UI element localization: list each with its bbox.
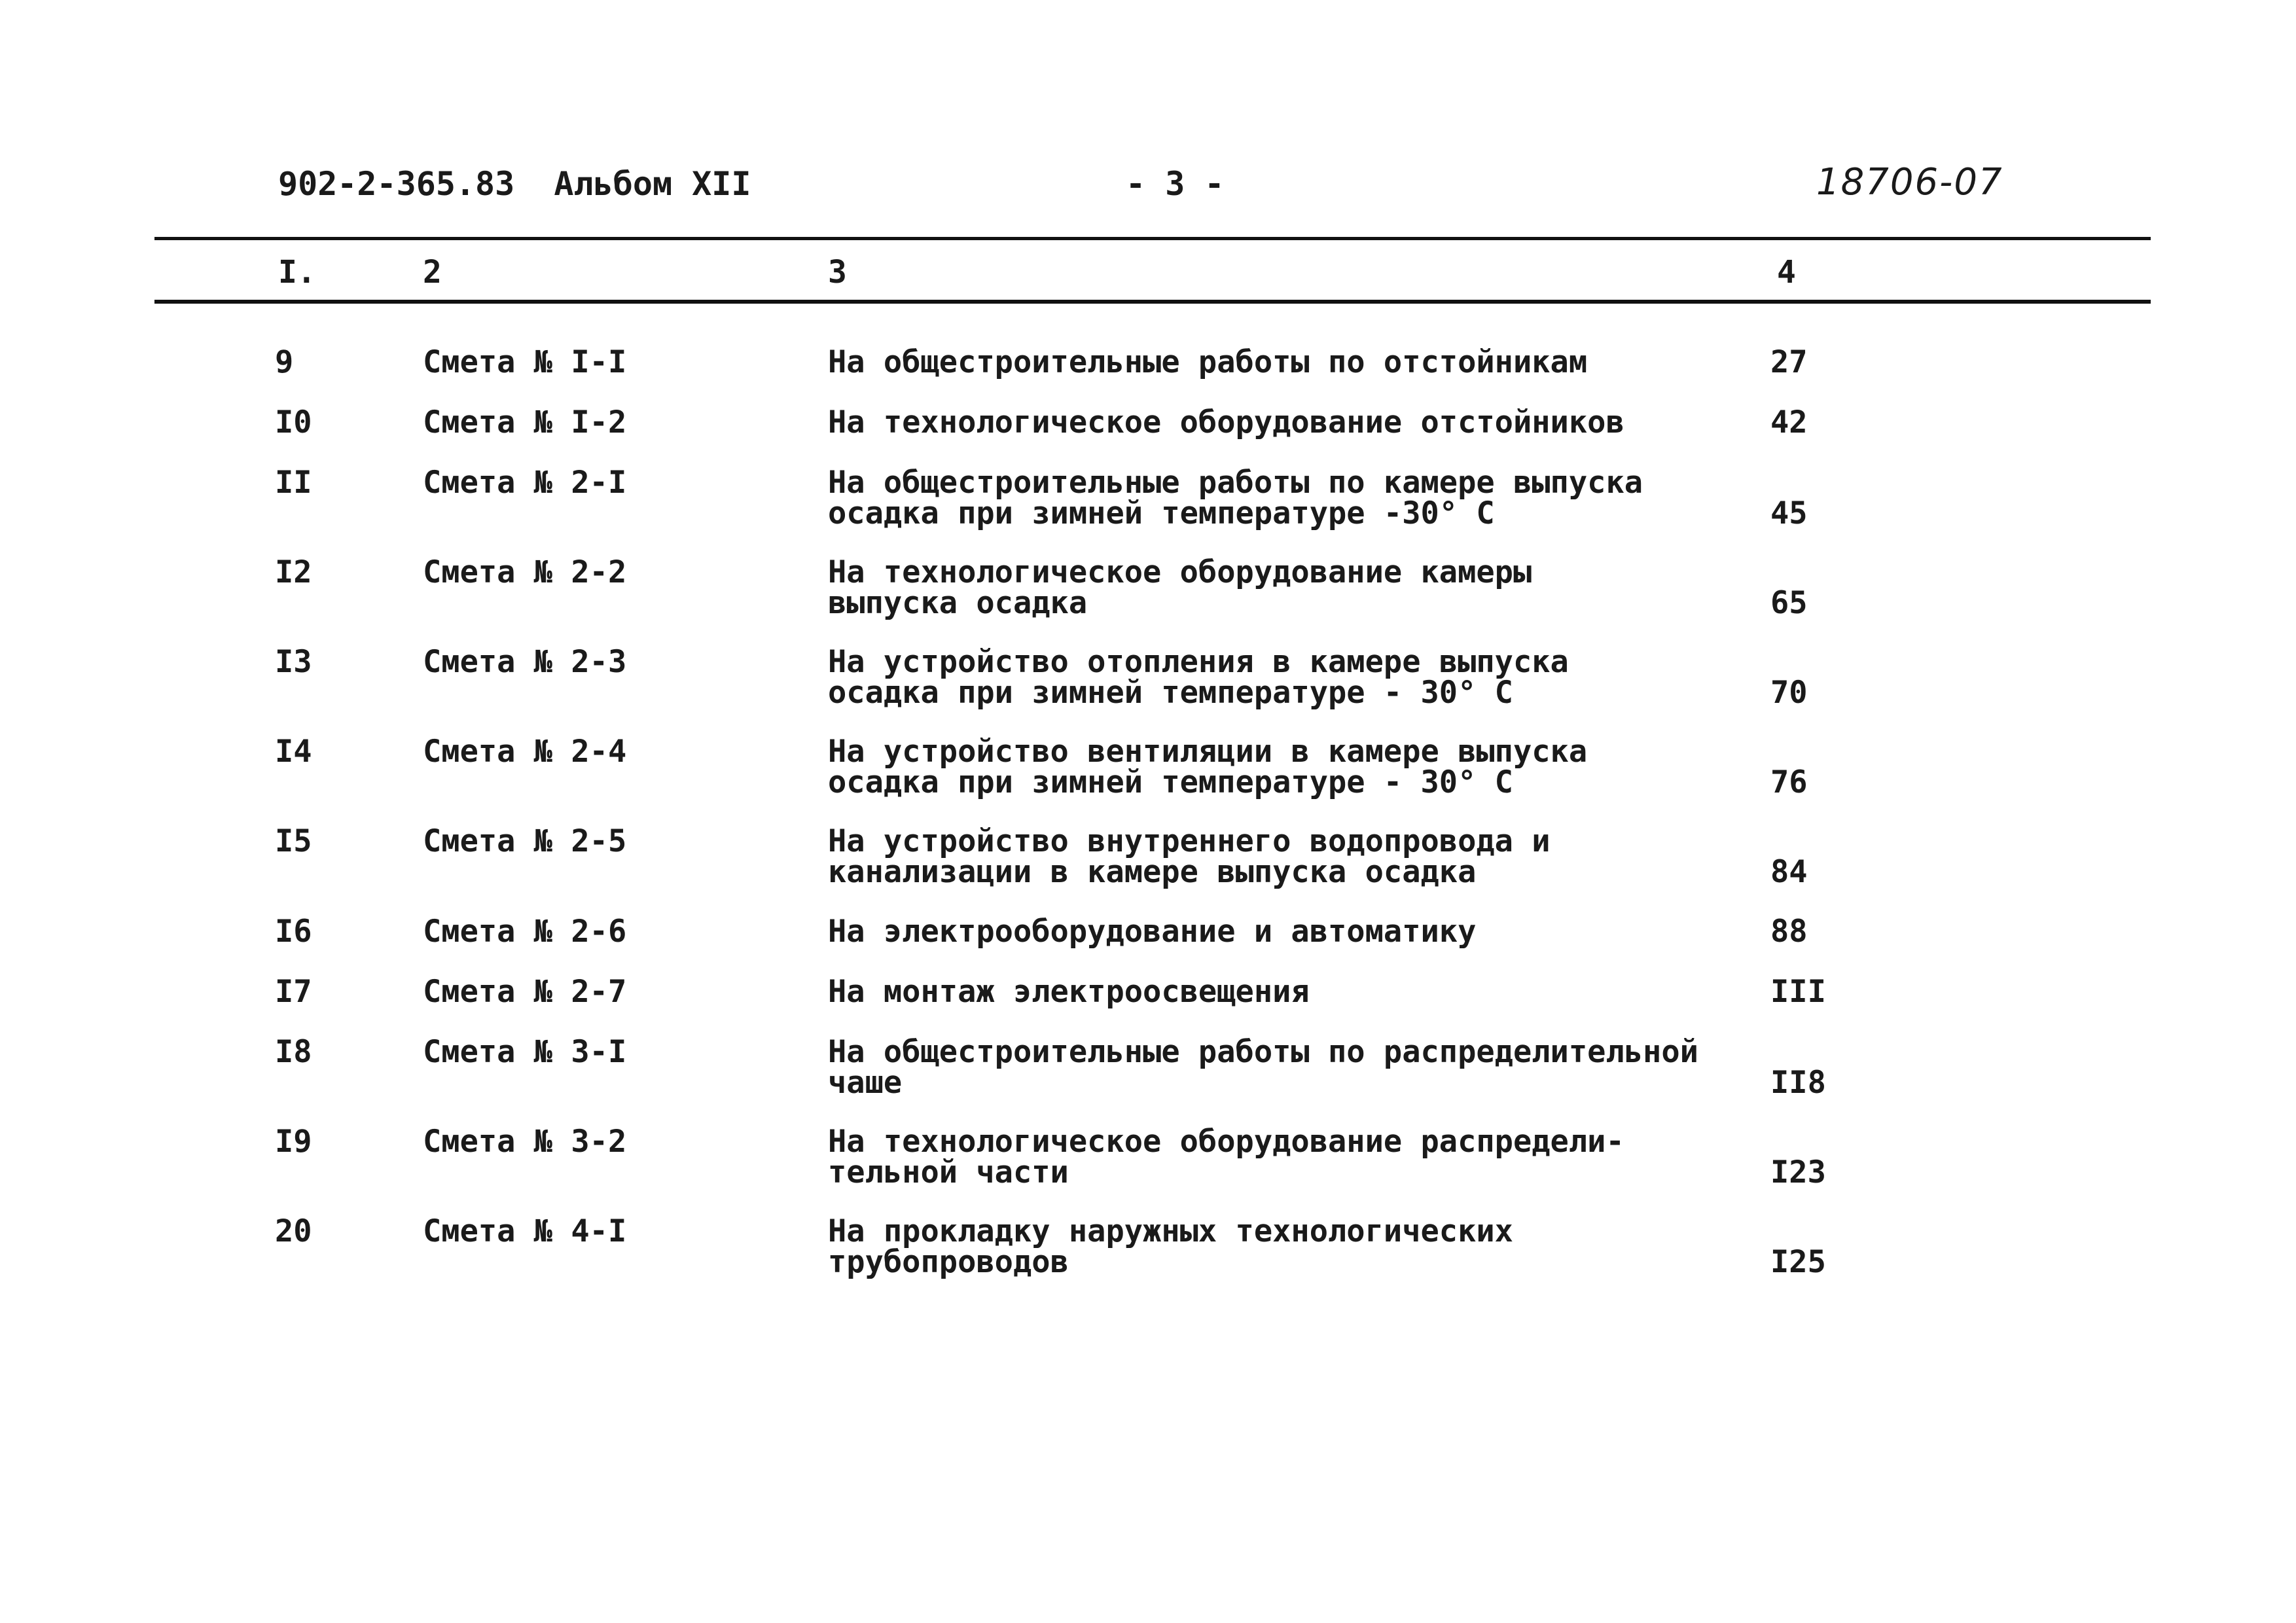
page-ref: I25 xyxy=(1770,1244,1826,1280)
estimate-description xyxy=(828,736,1587,798)
page-number: - 3 - xyxy=(1126,165,1225,203)
estimate-id: Смета № 2-4 xyxy=(423,734,627,770)
row-number: I9 xyxy=(275,1124,312,1160)
page-ref: 42 xyxy=(1770,404,1808,440)
description-line: На технологическое оборудование распредели- xyxy=(828,1124,1624,1160)
column-header-4: 4 xyxy=(1777,254,1796,291)
estimate-description xyxy=(828,914,1477,950)
description-line: На прокладку наружных технологических xyxy=(828,1213,1513,1249)
row-number: I7 xyxy=(275,974,312,1010)
description-line: На общестроительные работы по отстойникам xyxy=(828,344,1588,380)
page-ref: 27 xyxy=(1770,344,1808,380)
estimate-id: Смета № 3-2 xyxy=(423,1124,627,1160)
row-number: II xyxy=(275,465,312,501)
estimate-description xyxy=(828,644,1569,711)
estimate-id: Смета № 2-3 xyxy=(423,644,627,680)
column-header-3: 3 xyxy=(828,254,847,291)
row-number: I8 xyxy=(275,1034,312,1070)
description-line: На монтаж электроосвещения xyxy=(828,974,1310,1010)
row-number: 20 xyxy=(275,1213,312,1249)
description-line: На электрооборудование и автоматику xyxy=(828,914,1477,950)
estimate-description xyxy=(828,1034,1698,1101)
row-number: I4 xyxy=(275,734,312,770)
row-number: I5 xyxy=(275,823,312,859)
row-number: I3 xyxy=(275,644,312,680)
estimate-id: Смета № I-2 xyxy=(423,404,627,440)
page-ref: 45 xyxy=(1770,495,1808,531)
column-header-2: 2 xyxy=(423,254,442,291)
page-ref: 76 xyxy=(1770,764,1808,800)
description-line: На устройство вентиляции в камере выпуска xyxy=(828,734,1588,770)
description-line: осадка при зимней температуре -30° С xyxy=(828,495,1495,531)
description-line: На устройство внутреннего водопровода и xyxy=(828,823,1551,859)
row-number: I2 xyxy=(275,554,312,590)
estimate-id: Смета № I-I xyxy=(423,344,627,380)
description-line: тельной части xyxy=(828,1154,1069,1190)
row-number: I0 xyxy=(275,404,312,440)
inventory-stamp-number: 18706-07 xyxy=(1816,161,2003,204)
estimate-description xyxy=(828,344,1588,380)
row-number: I6 xyxy=(275,914,312,950)
page-ref: 70 xyxy=(1770,675,1808,711)
row-number: 9 xyxy=(275,344,294,380)
description-line: осадка при зимней температуре - 30° С xyxy=(828,675,1513,711)
estimate-id: Смета № 3-I xyxy=(423,1034,627,1070)
estimate-description xyxy=(828,554,1532,621)
description-line: На технологическое оборудование камеры xyxy=(828,554,1532,590)
estimate-description xyxy=(828,404,1624,440)
description-line: трубопроводов xyxy=(828,1244,1069,1280)
description-line: На устройство отопления в камере выпуска xyxy=(828,644,1569,680)
estimate-id: Смета № 4-I xyxy=(423,1213,627,1249)
description-line: чаше xyxy=(828,1065,903,1101)
page-ref: 84 xyxy=(1770,854,1808,890)
estimate-description xyxy=(828,467,1643,529)
page-ref: II8 xyxy=(1770,1065,1826,1101)
estimate-id: Смета № 2-7 xyxy=(423,974,627,1010)
estimate-id: Смета № 2-6 xyxy=(423,914,627,950)
estimate-description xyxy=(828,1126,1624,1188)
description-line: На технологическое оборудование отстойников xyxy=(828,404,1624,440)
table-header-rule xyxy=(154,300,2151,304)
page-ref: 88 xyxy=(1770,914,1808,950)
estimate-id: Смета № 2-5 xyxy=(423,823,627,859)
document-code: 902-2-365.83 Альбом XII xyxy=(278,165,751,203)
description-line: На общестроительные работы по камере выпуска xyxy=(828,465,1643,501)
description-line: выпуска осадка xyxy=(828,585,1088,621)
description-line: осадка при зимней температуре - 30° С xyxy=(828,764,1513,800)
estimate-description xyxy=(828,974,1310,1010)
description-line: На общестроительные работы по распределительной xyxy=(828,1034,1698,1070)
estimate-description xyxy=(828,1213,1513,1280)
page-ref: III xyxy=(1770,974,1826,1010)
estimate-id: Смета № 2-I xyxy=(423,465,627,501)
page-ref: 65 xyxy=(1770,585,1808,621)
estimate-id: Смета № 2-2 xyxy=(423,554,627,590)
description-line: канализации в камере выпуска осадка xyxy=(828,854,1477,890)
estimate-description xyxy=(828,823,1551,890)
table-top-rule xyxy=(154,237,2151,240)
column-header-1: I. xyxy=(278,254,316,291)
page-ref: I23 xyxy=(1770,1154,1826,1190)
